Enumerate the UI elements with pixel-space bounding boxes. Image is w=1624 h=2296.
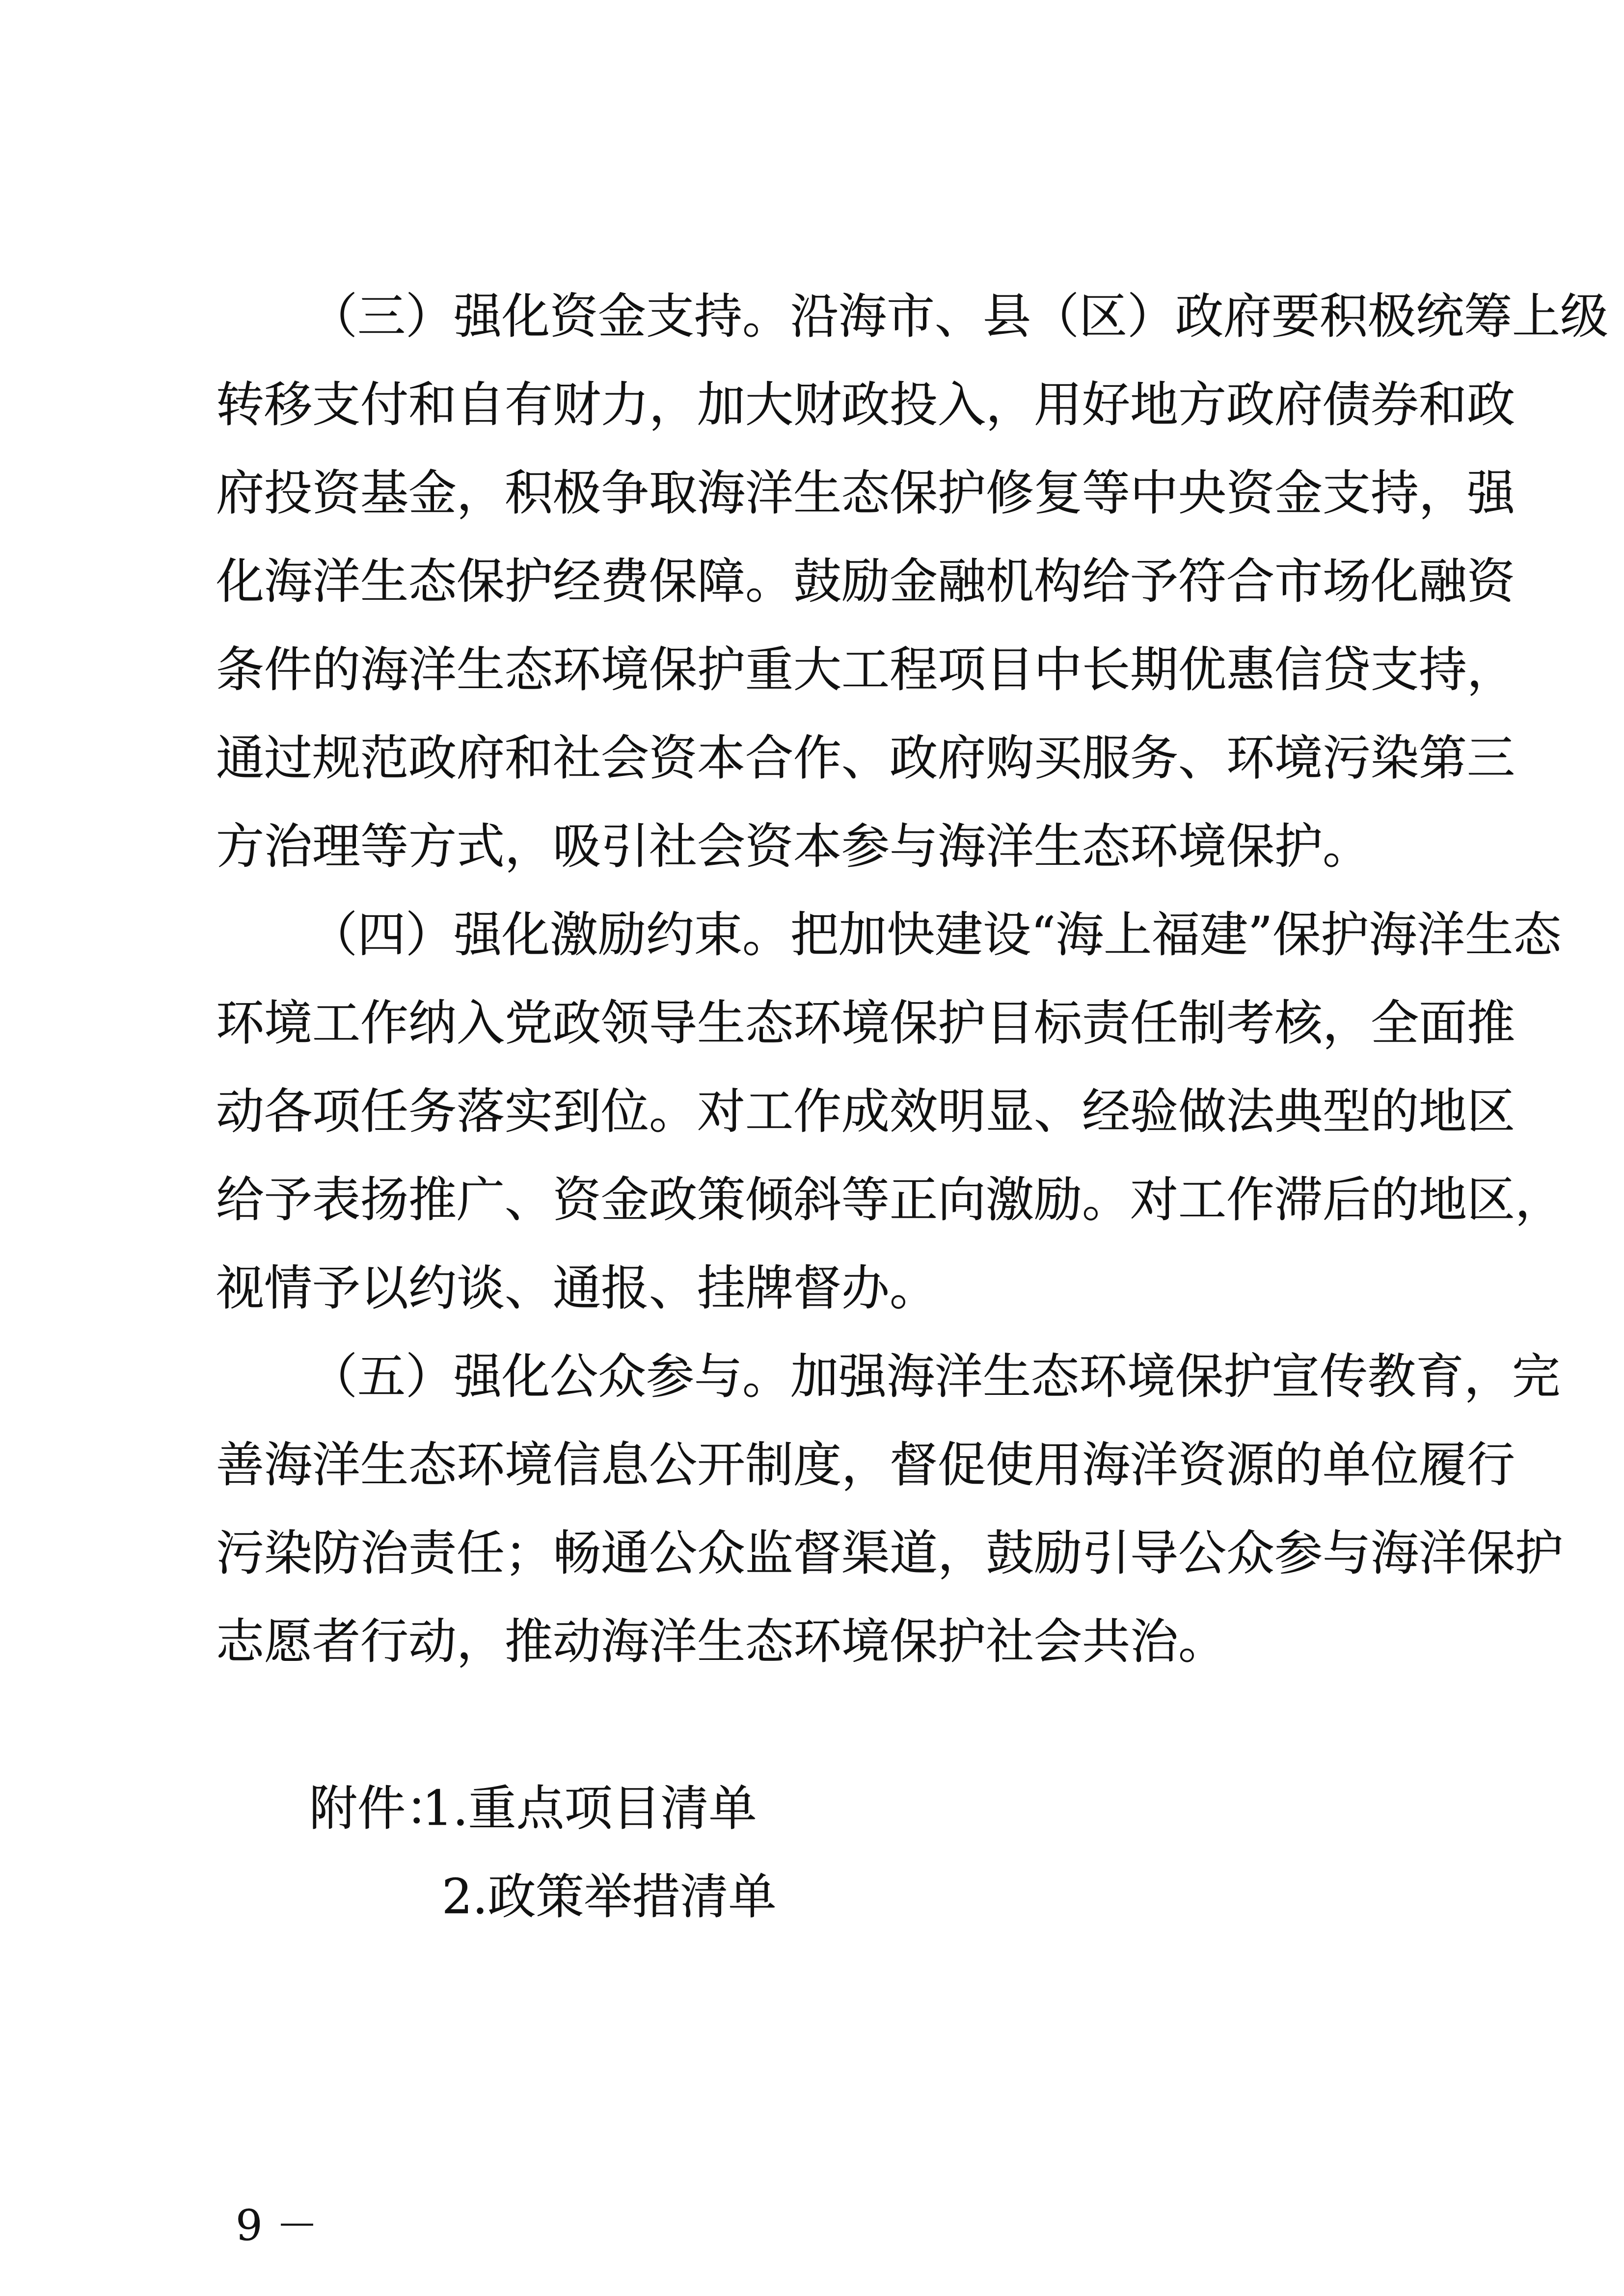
body-text-line: 志愿者行动，推动海洋生态环境保护社会共治。 bbox=[216, 1614, 1227, 1670]
body-text-line: 条件的海洋生态环境保护重大工程项目中长期优惠信贷支持， bbox=[216, 642, 1516, 698]
section-3-heading-line: （三）强化资金支持。沿海市、县（区）政府要积极统筹上级 bbox=[309, 289, 1609, 345]
attachment-item: 2.政策举措清单 bbox=[442, 1869, 777, 1925]
section-4-heading-line: （四）强化激励约束。把加快建设“海上福建”保护海洋生态 bbox=[309, 907, 1562, 963]
body-text-line: 动各项任务落实到位。对工作成效明显、经验做法典型的地区 bbox=[216, 1084, 1516, 1140]
body-text-line: 化海洋生态保护经费保障。鼓励金融机构给予符合市场化融资 bbox=[216, 554, 1516, 610]
body-text-line: 给予表扬推广、资金政策倾斜等正向激励。对工作滞后的地区， bbox=[216, 1172, 1564, 1228]
body-text-line: 视情予以约谈、通报、挂牌督办。 bbox=[216, 1260, 938, 1316]
body-text-line: 转移支付和自有财力，加大财政投入，用好地方政府债券和政 bbox=[216, 377, 1516, 433]
page-number: 9 － bbox=[236, 2201, 319, 2250]
body-text-line: 方治理等方式，吸引社会资本参与海洋生态环境保护。 bbox=[216, 819, 1371, 875]
body-text-line: 善海洋生态环境信息公开制度，督促使用海洋资源的单位履行 bbox=[216, 1437, 1516, 1493]
body-text-line: 通过规范政府和社会资本合作、政府购买服务、环境污染第三 bbox=[216, 730, 1516, 786]
body-text-line: 府投资基金，积极争取海洋生态保护修复等中央资金支持，强 bbox=[216, 465, 1516, 521]
body-text-line: 污染防治责任；畅通公众监督渠道，鼓励引导公众参与海洋保护 bbox=[216, 1525, 1564, 1581]
attachments-label: 附件： bbox=[309, 1781, 454, 1837]
body-text-line: 环境工作纳入党政领导生态环境保护目标责任制考核，全面推 bbox=[216, 995, 1516, 1051]
attachment-item: 1.重点项目清单 bbox=[422, 1781, 757, 1837]
section-5-heading-line: （五）强化公众参与。加强海洋生态环境保护宣传教育，完 bbox=[309, 1349, 1561, 1405]
